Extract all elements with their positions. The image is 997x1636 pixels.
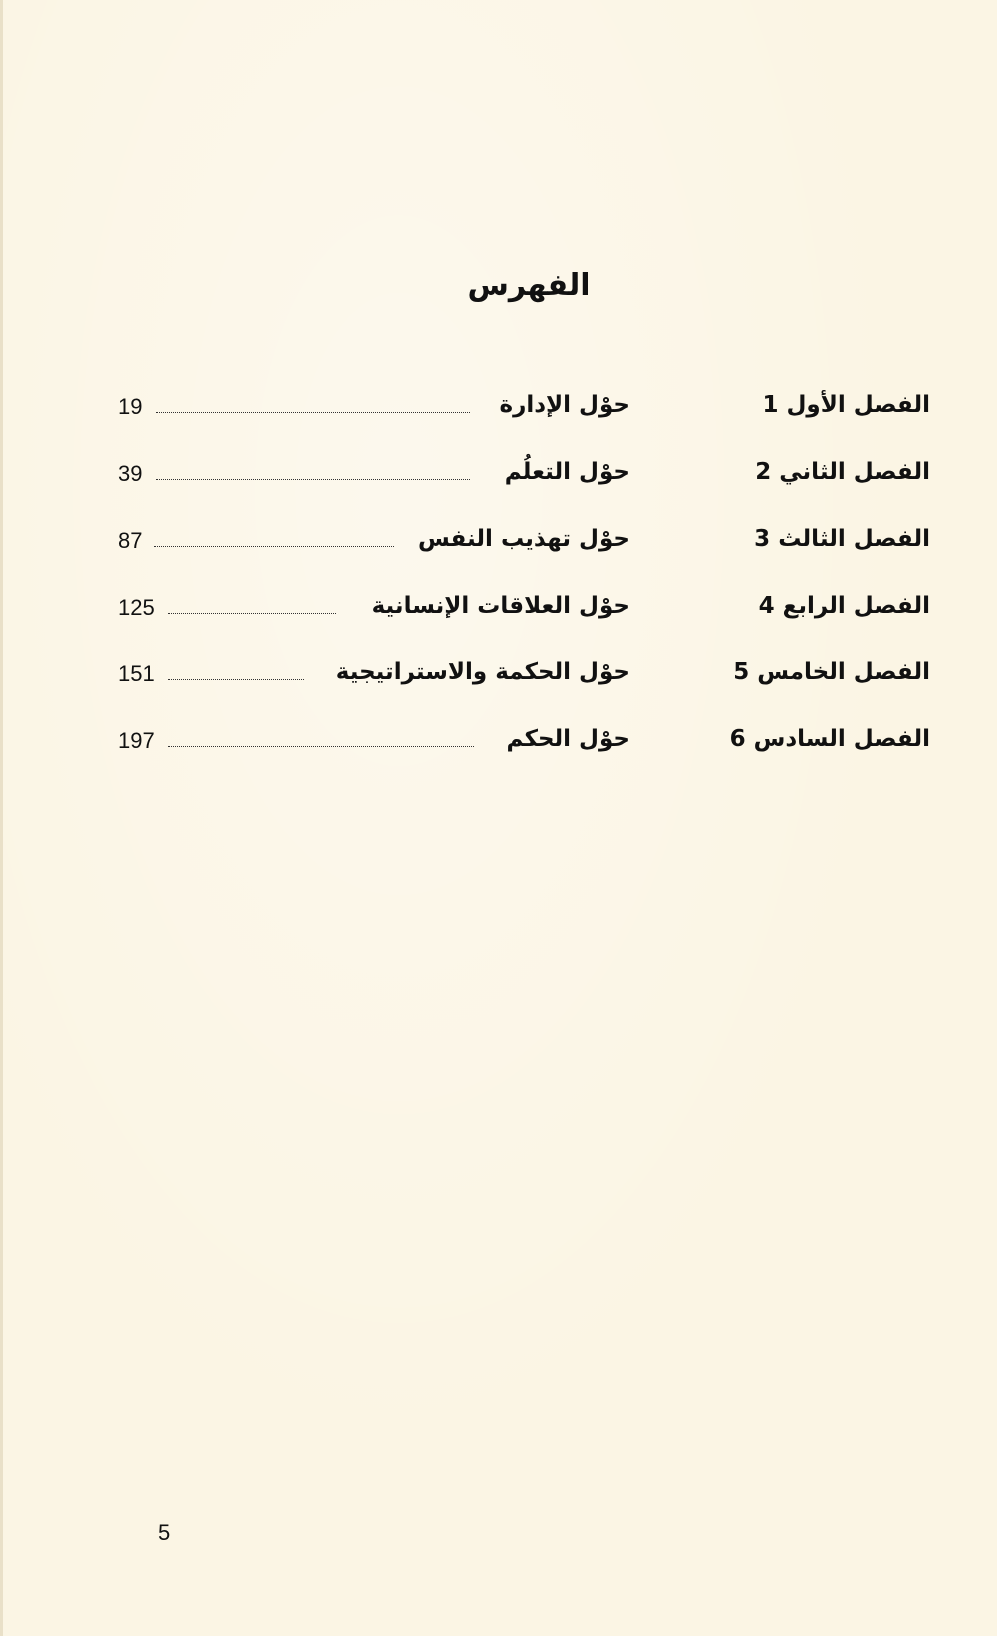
- dot-leader: [156, 412, 470, 413]
- page-reference: 19: [118, 394, 143, 419]
- dot-leader: [156, 479, 470, 480]
- chapter-label: الفصل الثالث 3: [754, 526, 930, 552]
- page-reference: 39: [118, 461, 143, 486]
- dot-leader: [168, 613, 336, 614]
- toc-entry: [118, 459, 930, 495]
- chapter-label: الفصل الخامس 5: [733, 659, 930, 685]
- chapter-label: الفصل السادس 6: [729, 726, 930, 752]
- page-reference: 197: [118, 728, 155, 753]
- page-reference: 151: [118, 661, 155, 686]
- topic-title: حوْل التعلُم: [504, 459, 630, 485]
- toc-entry: [118, 593, 930, 629]
- dot-leader: [168, 746, 474, 747]
- toc-entry: [118, 526, 930, 562]
- page-title: الفهرس: [467, 268, 591, 303]
- toc-entry: [118, 659, 930, 695]
- topic-title: حوْل الحكم: [506, 726, 630, 752]
- topic-title: حوْل تهذيب النفس: [417, 526, 630, 552]
- topic-title: حوْل الإدارة: [499, 392, 630, 418]
- dot-leader: [168, 679, 304, 680]
- toc-entry: [118, 392, 930, 428]
- chapter-label: الفصل الأول 1: [762, 392, 930, 418]
- page-reference: 125: [118, 595, 155, 620]
- page-edge: [0, 0, 3, 1636]
- chapter-label: الفصل الرابع 4: [758, 593, 930, 619]
- chapter-label: الفصل الثاني 2: [755, 459, 930, 485]
- page-reference: 87: [118, 528, 143, 553]
- dot-leader: [154, 546, 394, 547]
- toc-entry: [118, 726, 930, 762]
- page-number: 5: [158, 1520, 171, 1545]
- topic-title: حوْل الحكمة والاستراتيجية: [335, 659, 630, 685]
- topic-title: حوْل العلاقات الإنسانية: [371, 593, 630, 619]
